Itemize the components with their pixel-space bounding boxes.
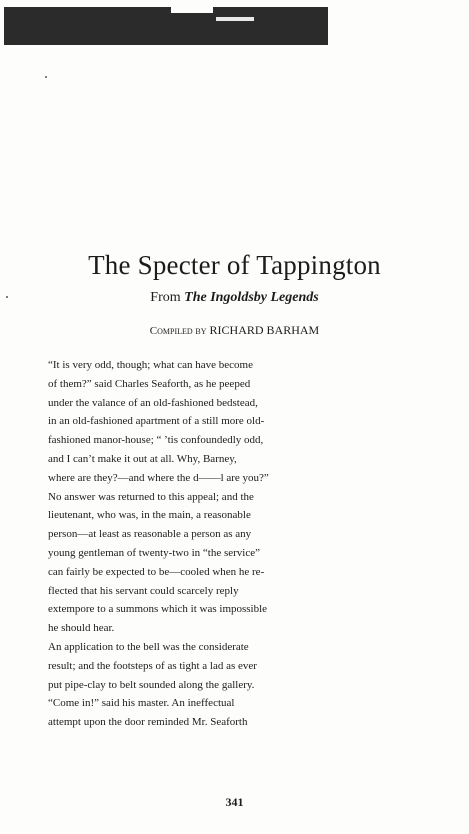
- text-line: fashioned manor-house; “ ’tis confoundedly odd,: [48, 434, 264, 447]
- text-line: An application to the bell was the considerate: [48, 640, 249, 653]
- text-line: can fairly be expected to be—cooled when he re-: [48, 565, 265, 578]
- text-line: under the valance of an old-fashioned bedstead,: [48, 396, 258, 409]
- text-line: “Come in!” said his master. An ineffectual: [48, 697, 235, 710]
- scan-speck: [45, 76, 47, 78]
- text-line: where are they?—and where the d——l are you?”: [48, 471, 269, 484]
- text-line: “It is very odd, though; what can have become: [48, 359, 253, 371]
- compiled-by-label: Compiled by: [149, 325, 207, 337]
- paragraph: [34, 488, 385, 638]
- text-line: in an old-fashioned apartment of a still more old-: [48, 415, 265, 428]
- text-line: extempore to a summons which it was impossible: [48, 603, 268, 616]
- paragraph: [34, 694, 385, 732]
- author-name: RICHARD BARHAM: [209, 323, 320, 337]
- text-line: lieutenant, who was, in the main, a reasonable: [48, 509, 251, 522]
- text-line: he should hear.: [48, 622, 115, 635]
- text-line: attempt upon the door reminded Mr. Seaforth: [48, 716, 248, 729]
- source-line: [0, 290, 469, 306]
- text-line: of them?” said Charles Seaforth, as he peeped: [48, 377, 251, 390]
- text-line: result; and the footsteps of as tight a lad as ever: [48, 659, 257, 672]
- text-line: No answer was returned to this appeal; and the: [48, 490, 254, 503]
- text-line: and I can’t make it out at all. Why, Barney,: [48, 452, 237, 465]
- text-line: person—at least as reasonable a person as any: [48, 528, 252, 541]
- page-number: 341: [225, 795, 244, 809]
- paragraph: [34, 638, 385, 694]
- text-line: put pipe-clay to belt sounded along the gallery.: [48, 678, 255, 691]
- source-title: The Ingoldsby Legends: [184, 290, 319, 305]
- paragraph: [34, 356, 385, 488]
- story-title: The Specter of Tappington: [88, 250, 381, 280]
- scan-notch: [171, 7, 213, 13]
- text-line: flected that his servant could scarcely reply: [48, 584, 239, 597]
- story-body: [34, 356, 385, 732]
- compiler-credit: [0, 323, 469, 338]
- text-line: young gentleman of twenty-two in “the service”: [48, 546, 260, 559]
- scan-border-bar: [4, 7, 328, 45]
- source-prefix: From: [150, 290, 181, 305]
- scan-mark: [216, 17, 254, 21]
